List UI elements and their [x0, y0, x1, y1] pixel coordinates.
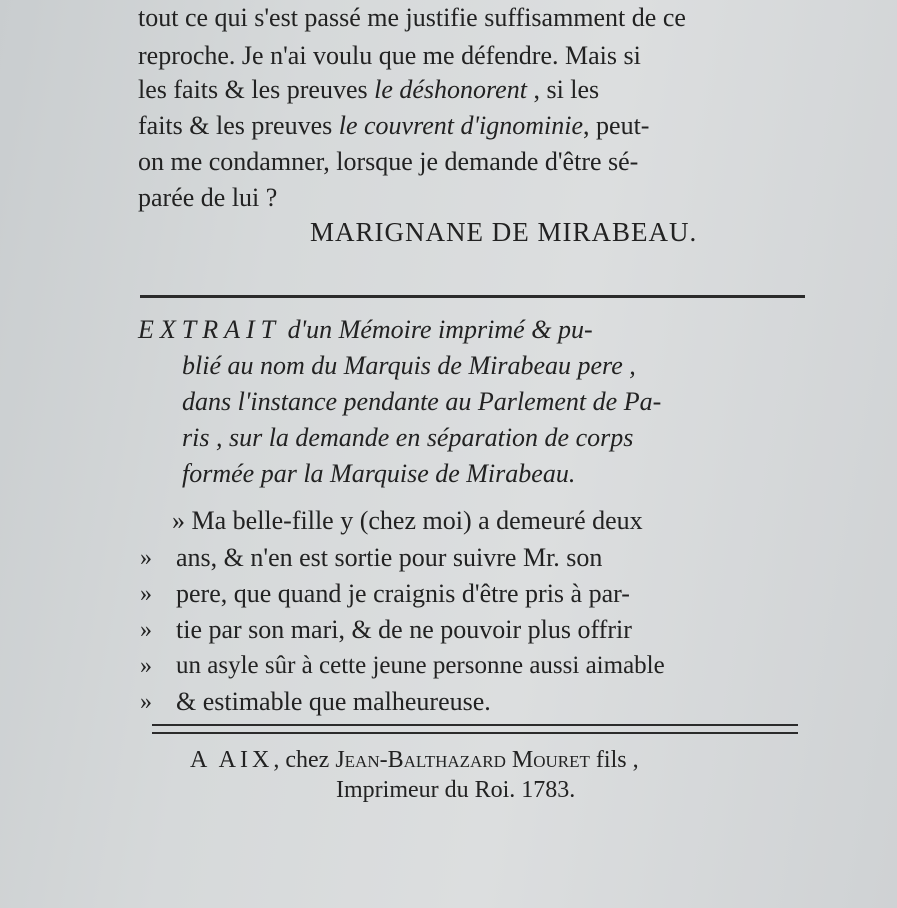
quote-mark: »	[140, 689, 152, 715]
quote-line: » Ma belle-fille y (chez moi) a demeuré deux	[172, 506, 643, 535]
quote-line: tie par son mari, & de ne pouvoir plus offrir	[176, 615, 632, 644]
text-line	[138, 72, 828, 108]
text-span: faits & les preuves	[138, 111, 339, 140]
extract-heading-line	[138, 312, 828, 348]
quote-line: pere, que quand je craignis d'être pris à par-	[176, 579, 630, 608]
extract-line: blié au nom du Marquis de Mirabeau pere ,	[182, 351, 636, 380]
extract-title: EXTRAIT	[138, 315, 282, 344]
italic-span: le déshonorent	[374, 75, 527, 104]
imprint-city: A AIX	[190, 747, 274, 773]
quote-line: ans, & n'en est sortie pour suivre Mr. son	[176, 543, 603, 572]
text-span: , chez	[273, 747, 336, 773]
imprint-line-1	[190, 745, 639, 775]
printer-name: Jean-Balthazard Mouret	[335, 747, 590, 773]
imprint-line-2: Imprimeur du Roi. 1783.	[336, 777, 576, 803]
text-span: les faits & les preuves	[138, 75, 375, 104]
extract-line: formée par la Marquise de Mirabeau.	[182, 459, 576, 488]
quote-mark: »	[140, 617, 152, 643]
text-line: tout ce qui s'est passé me justifie suffisamment de ce	[138, 3, 686, 32]
quote-mark: »	[140, 653, 152, 679]
extract-line: dans l'instance pendante au Parlement de Pa-	[182, 387, 662, 416]
quote-mark: »	[140, 581, 152, 607]
divider-rule	[140, 295, 805, 298]
text-span: , si les	[526, 75, 600, 104]
quote-line: & estimable que malheureuse.	[176, 687, 491, 716]
text-line: on me condamner, lorsque je demande d'être sé-	[138, 147, 639, 176]
quote-mark: »	[140, 545, 152, 571]
extract-line: ris , sur la demande en séparation de corps	[182, 423, 634, 452]
text-line: reproche. Je n'ai voulu que me défendre. Mais si	[138, 41, 641, 70]
text-line: parée de lui ?	[138, 183, 278, 212]
text-span: , peut-	[583, 111, 650, 140]
signature: MARIGNANE DE MIRABEAU.	[310, 217, 698, 247]
text-span: fils ,	[589, 747, 639, 773]
italic-span: le couvrent d'ignominie	[338, 111, 584, 140]
text-span: d'un Mémoire imprimé & pu-	[281, 315, 593, 344]
quote-line: un asyle sûr à cette jeune personne aussi aimable	[176, 652, 665, 679]
text-line	[138, 108, 828, 144]
double-rule	[152, 724, 798, 734]
